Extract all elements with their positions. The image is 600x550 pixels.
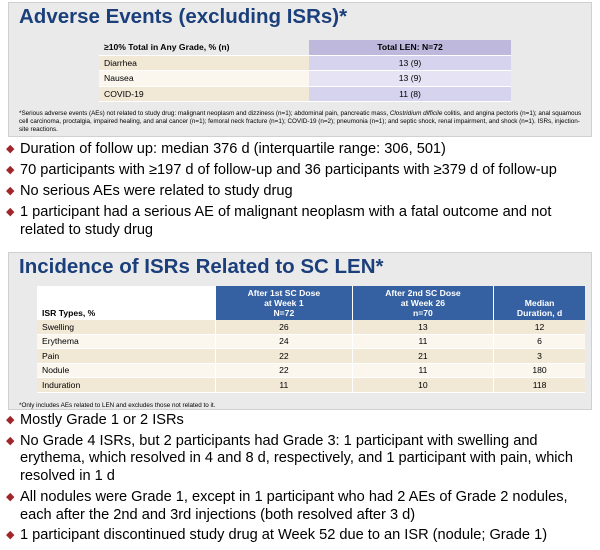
- footnote-text: *Serious adverse events (AEs) not related to study drug: malignant neoplasm and dizziness (n=1); abdominal pain, pancreatic mass,: [19, 110, 390, 117]
- bullet-text: Duration of follow up: median 376 d (interquartile range: 306, 501): [20, 141, 446, 157]
- bullet-text: No Grade 4 ISRs, but 2 participants had Grade 3: 1 participant with swelling and erythema, which resolved in 4 and 8 d, respectively, and 1 participant with pain, which resolved in 1 d: [20, 432, 573, 485]
- diamond-bullet-icon: ◆: [6, 184, 15, 197]
- table-cell: 11: [352, 363, 493, 378]
- table-cell: Pain: [37, 349, 216, 364]
- header-line: After 2nd SC Dose: [385, 288, 461, 298]
- section1-bullet-list: [6, 141, 594, 243]
- table-cell: 21: [352, 349, 493, 364]
- header-line: Duration, d: [516, 308, 563, 318]
- list-item: [6, 204, 594, 240]
- diamond-bullet-icon: ◆: [6, 529, 15, 542]
- table-cell: Swelling: [37, 320, 216, 334]
- section2-bullet-list: [6, 412, 594, 548]
- header-line: at Week 1: [264, 298, 304, 308]
- table-header-cell: ≥10% Total in Any Grade, % (n): [99, 40, 309, 55]
- footnote-italic-text: Clostridium difficile: [389, 110, 443, 117]
- table-cell: 11: [216, 378, 353, 393]
- table-cell: Induration: [37, 378, 216, 393]
- table-cell: 11 (8): [309, 86, 511, 102]
- diamond-bullet-icon: ◆: [6, 434, 15, 447]
- table-cell: Nodule: [37, 363, 216, 378]
- table-header-row: [37, 286, 585, 320]
- isr-incidence-table: [37, 286, 585, 393]
- table-cell: Diarrhea: [99, 55, 309, 71]
- table-cell: 180: [494, 363, 585, 378]
- diamond-bullet-icon: ◆: [6, 414, 15, 426]
- bullet-text: Mostly Grade 1 or 2 ISRs: [20, 412, 184, 428]
- list-item: [6, 412, 594, 430]
- table-cell: 24: [216, 334, 353, 349]
- list-item: [6, 183, 594, 201]
- header-line: n=70: [413, 308, 433, 318]
- table-header-cell: [494, 286, 585, 320]
- table-cell: 3: [494, 349, 585, 364]
- adverse-events-title: Adverse Events (excluding ISRs)*: [19, 5, 348, 28]
- table-cell: 10: [352, 378, 493, 393]
- table-row: [37, 320, 585, 334]
- adverse-events-footnote: [19, 110, 585, 134]
- diamond-bullet-icon: ◆: [6, 490, 15, 503]
- table-row: [37, 363, 585, 378]
- table-cell: 13: [352, 320, 493, 334]
- table-row: [37, 334, 585, 349]
- bullet-text: No serious AEs were related to study drug: [20, 182, 293, 199]
- table-header-cell: ISR Types, %: [37, 286, 216, 320]
- adverse-events-panel: [8, 2, 592, 137]
- table-cell: 12: [494, 320, 585, 334]
- table-header-cell: Total LEN: N=72: [309, 40, 511, 55]
- diamond-bullet-icon: ◆: [6, 163, 15, 176]
- table-header-cell: [216, 286, 353, 320]
- table-cell: COVID-19: [99, 86, 309, 102]
- table-cell: 13 (9): [309, 71, 511, 87]
- table-cell: 22: [216, 363, 353, 378]
- adverse-events-table: [99, 40, 511, 102]
- bullet-text: All nodules were Grade 1, except in 1 participant who had 2 AEs of Grade 2 nodules, each after the 2nd and 3rd injections (both resolved after 3 d): [20, 488, 568, 523]
- table-cell: 11: [352, 334, 493, 349]
- table-cell: 26: [216, 320, 353, 334]
- table-cell: Erythema: [37, 334, 216, 349]
- bullet-text: 70 participants with ≥197 d of follow-up and 36 participants with ≥379 d of follow-up: [20, 161, 557, 178]
- table-row: [99, 71, 511, 87]
- diamond-bullet-icon: ◆: [6, 205, 15, 218]
- table-header-cell: [352, 286, 493, 320]
- isr-footnote: *Only includes AEs related to LEN and excludes those not related to it.: [19, 402, 216, 409]
- table-row: [99, 86, 511, 102]
- header-line: After 1st SC Dose: [247, 288, 321, 298]
- table-row: [37, 378, 585, 393]
- list-item: [6, 489, 594, 525]
- isr-incidence-panel: [8, 252, 592, 410]
- table-cell: 13 (9): [309, 55, 511, 71]
- list-item: [6, 527, 594, 545]
- diamond-bullet-icon: ◆: [6, 143, 15, 155]
- bullet-text: 1 participant discontinued study drug at Week 52 due to an ISR (nodule; Grade 1): [20, 527, 548, 544]
- header-line: N=72: [273, 308, 295, 318]
- table-row: [99, 55, 511, 71]
- table-cell: 6: [494, 334, 585, 349]
- table-row: [37, 349, 585, 364]
- list-item: [6, 162, 594, 180]
- header-line: at Week 26: [400, 298, 446, 308]
- isr-incidence-title: Incidence of ISRs Related to SC LEN*: [19, 255, 384, 278]
- table-header-row: [99, 40, 511, 55]
- footnote-text: colitis, and angina pectoris (n=1); anal squamous cell carcinoma, proctalgia, impaired healing, and anal cancer (n=1); femoral neck fracture (n=1); COVID-19 (n=2); pneumonia (n=1); and septic shock, renal impairment, and shock (n=1). ISRs, injection-site reactions.: [19, 110, 582, 133]
- table-cell: 22: [216, 349, 353, 364]
- table-cell: Nausea: [99, 71, 309, 87]
- bullet-text: 1 participant had a serious AE of malignant neoplasm with a fatal outcome and not related to study drug: [20, 203, 552, 238]
- list-item: [6, 433, 594, 486]
- list-item: [6, 141, 594, 159]
- header-line: Median: [524, 298, 555, 308]
- table-cell: 118: [494, 378, 585, 393]
